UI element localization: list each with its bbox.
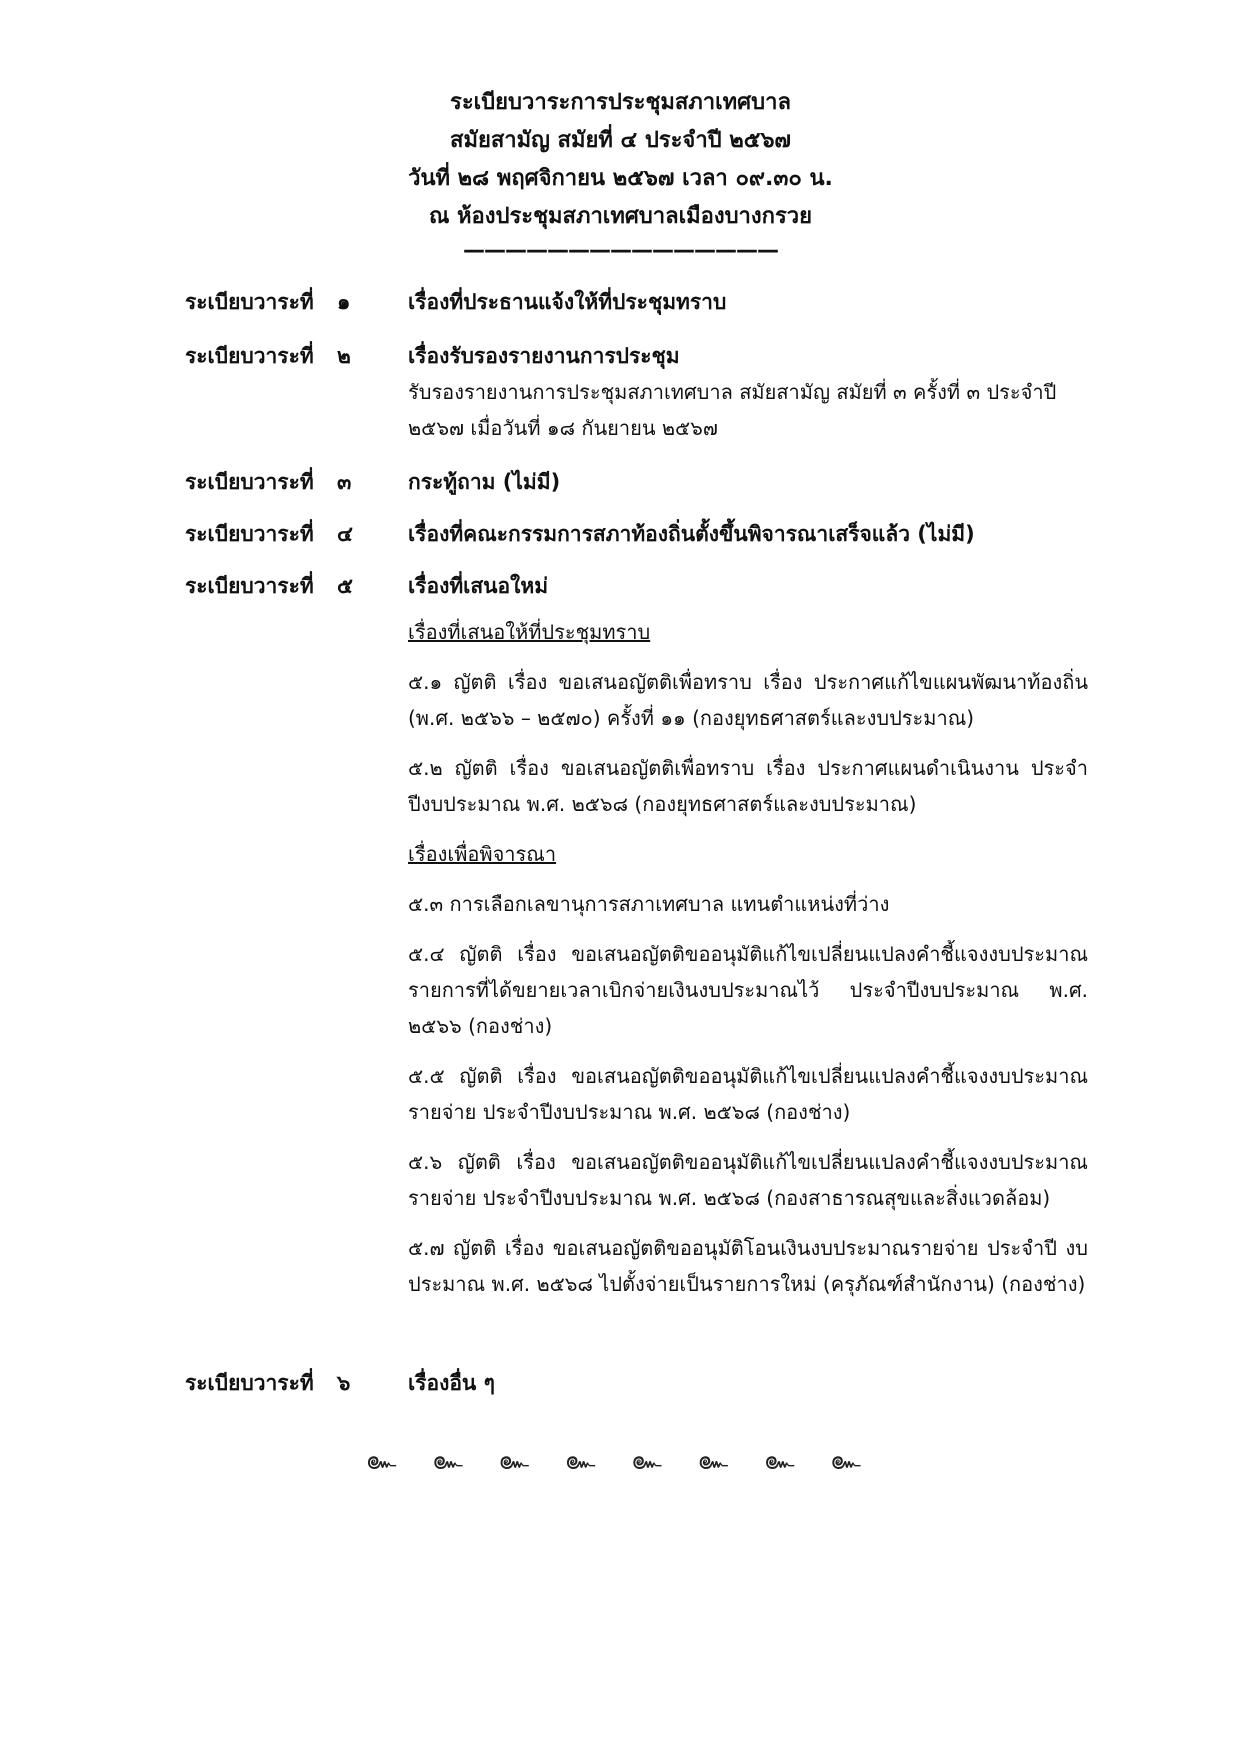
agenda-subitem-5-5: ๕.๕ ญัตติ เรื่อง ขอเสนอญัตติขออนุมัติแก้ไขเปลี่ยนแปลงคำชี้แจงงบประมาณ รายจ่าย ประจำปีงบประมาณ พ.ศ. ๒๕๖๘ (กองช่าง) — [408, 1064, 1088, 1124]
agenda-number: ๔ — [337, 522, 353, 546]
agenda-title: เรื่องที่เสนอใหม่ — [408, 574, 549, 598]
header-venue: ณ ห้องประชุมสภาเทศบาลเมืองบางกรวย — [428, 204, 813, 229]
header-datetime: วันที่ ๒๘ พฤศจิกายน ๒๕๖๗ เวลา ๐๙.๓๐ น. — [408, 166, 833, 191]
agenda-label: ระเบียบวาระที่ — [185, 1371, 314, 1395]
agenda-number: ๑ — [337, 290, 351, 314]
agenda-title: กระทู้ถาม (ไม่มี) — [408, 470, 561, 494]
agenda-number: ๒ — [337, 344, 351, 368]
agenda-label: ระเบียบวาระที่ — [185, 344, 314, 368]
header-title: ระเบียบวาระการประชุมสภาเทศบาล — [450, 90, 791, 115]
agenda-number: ๕ — [337, 574, 353, 598]
agenda-title: เรื่องอื่น ๆ — [408, 1371, 495, 1395]
agenda-label: ระเบียบวาระที่ — [185, 470, 314, 494]
agenda-number: ๖ — [337, 1371, 351, 1395]
subheading-for-consideration: เรื่องเพื่อพิจารณา — [408, 842, 557, 866]
agenda-subitem-5-4: ๕.๔ ญัตติ เรื่อง ขอเสนอญัตติขออนุมัติแก้ไขเปลี่ยนแปลงคำชี้แจงงบประมาณ รายการที่ได้ขยายเวลาเบิกจ่ายเงินงบประมาณไว้ ประจำปีงบประมาณ พ.ศ. ๒๕๖๖ (กองช่าง) — [408, 942, 1088, 1038]
agenda-label: ระเบียบวาระที่ — [185, 574, 314, 598]
agenda-subitem-5-6: ๕.๖ ญัตติ เรื่อง ขอเสนอญัตติขออนุมัติแก้ไขเปลี่ยนแปลงคำชี้แจงงบประมาณ รายจ่าย ประจำปีงบประมาณ พ.ศ. ๒๕๖๘ (กองสาธารณสุขและสิ่งแวดล้อม) — [408, 1150, 1088, 1210]
document-header — [0, 84, 1241, 266]
agenda-subitem-5-7: ๕.๗ ญัตติ เรื่อง ขอเสนอญัตติขออนุมัติโอนเงินงบประมาณรายจ่าย ประจำปี งบประมาณ พ.ศ. ๒๕๖๘ ไปตั้งจ่ายเป็นรายการใหม่ (ครุภัณฑ์สำนักงาน) (กองช่าง) — [408, 1236, 1088, 1296]
closing-ornament: ๛ ๛ ๛ ๛ ๛ ๛ ๛ ๛ — [366, 1446, 875, 1476]
header-separator: ——————————————— — [463, 238, 778, 263]
agenda-detail: รับรองรายงานการประชุมสภาเทศบาล สมัยสามัญ สมัยที่ ๓ ครั้งที่ ๓ ประจำปี ๒๕๖๗ เมื่อวันที่ ๑๘ กันยายน ๒๕๖๗ — [408, 380, 1057, 440]
header-session: สมัยสามัญ สมัยที่ ๔ ประจำปี ๒๕๖๗ — [450, 128, 791, 153]
agenda-title: เรื่องที่คณะกรรมการสภาท้องถิ่นตั้งขึ้นพิจารณาเสร็จแล้ว (ไม่มี) — [408, 522, 975, 546]
agenda-subitem-5-1: ๕.๑ ญัตติ เรื่อง ขอเสนอญัตติเพื่อทราบ เรื่อง ประกาศแก้ไขแผนพัฒนาท้องถิ่น (พ.ศ. ๒๕๖๖ – ๒๕๗๐) ครั้งที่ ๑๑ (กองยุทธศาสตร์และงบประมาณ) — [408, 670, 1088, 730]
agenda-label: ระเบียบวาระที่ — [185, 522, 314, 546]
agenda-title: เรื่องรับรองรายงานการประชุม — [408, 344, 680, 368]
agenda-subitem-5-3: ๕.๓ การเลือกเลขานุการสภาเทศบาล แทนตำแหน่งที่ว่าง — [408, 892, 890, 916]
agenda-title: เรื่องที่ประธานแจ้งให้ที่ประชุมทราบ — [408, 290, 727, 314]
subheading-for-information: เรื่องที่เสนอให้ที่ประชุมทราบ — [408, 620, 651, 644]
agenda-number: ๓ — [337, 470, 352, 494]
agenda-subitem-5-2: ๕.๒ ญัตติ เรื่อง ขอเสนอญัตติเพื่อทราบ เรื่อง ประกาศแผนดำเนินงาน ประจำปีงบประมาณ พ.ศ. ๒๕๖๘ (กองยุทธศาสตร์และงบประมาณ) — [408, 756, 1088, 816]
agenda-label: ระเบียบวาระที่ — [185, 290, 314, 314]
